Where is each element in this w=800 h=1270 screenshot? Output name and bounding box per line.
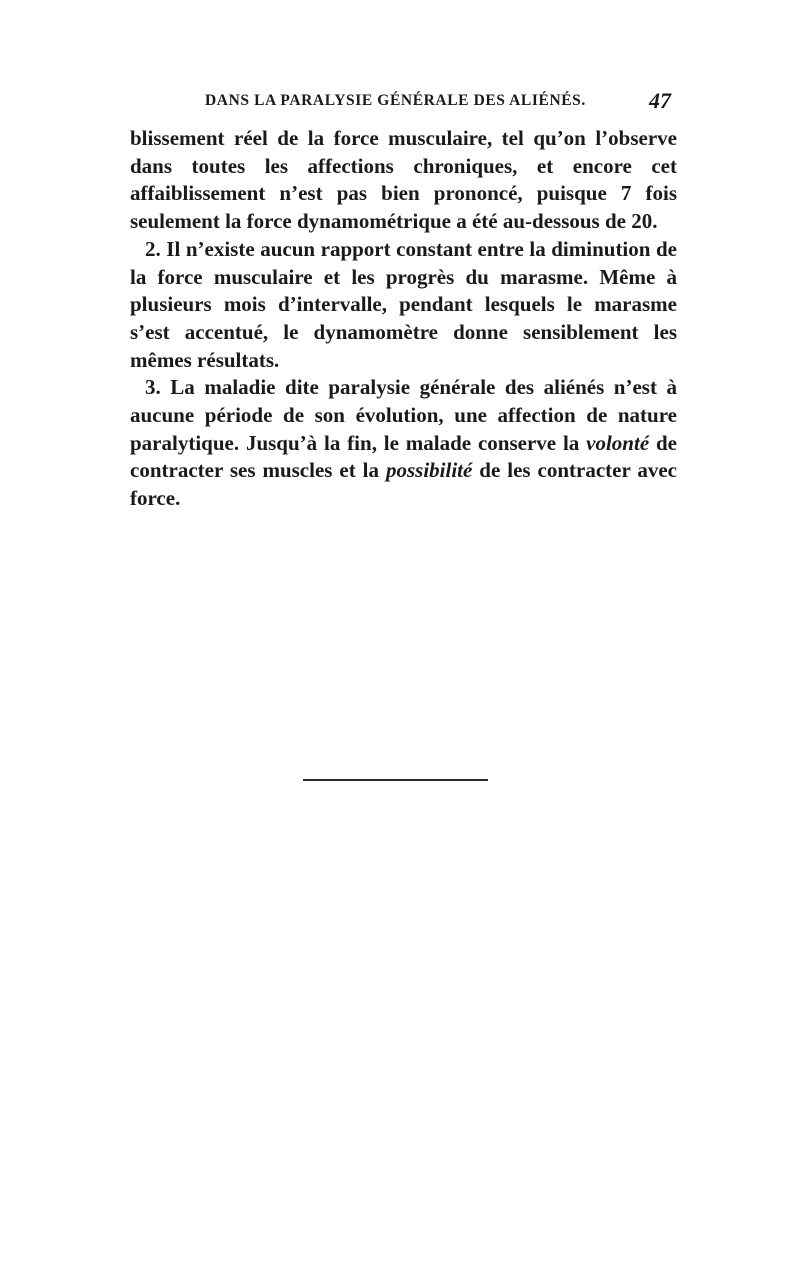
paragraph-3-text-a: 3. La maladie dite paralysie générale des aliénés n’est à aucune période de son évolution, une affection de nature paralytique. Jusqu’à la fin, le malade conserve la (130, 375, 677, 455)
paragraph-3-text-b: de contracter ses muscles et la (130, 430, 678, 483)
running-head (130, 88, 675, 118)
body-text (130, 125, 677, 513)
paragraph-3 (130, 374, 677, 513)
section-end-rule (303, 779, 488, 781)
paragraph-1: blissement réel de la force musculaire, tel qu’on l’observe dans toutes les affections chroniques, et encore cet affaiblissement n’est pas bien prononcé, puisque 7 fois seulement la force dynamométrique a été au-dessous de 20. (130, 126, 677, 234)
page-number: 47 (649, 88, 671, 113)
emphasis-volonte: volonté (586, 430, 650, 455)
paragraph-2: 2. Il n’existe aucun rapport constant entre la diminution de la force musculaire et les progrès du marasme. Même à plusieurs mois d’intervalle, pendant lesquels le marasme s’est accentué, le dynamomètre donne sensiblement les mêmes résultats. (130, 236, 677, 372)
running-title: DANS LA PARALYSIE GÉNÉRALE DES ALIÉNÉS. (205, 92, 586, 109)
paragraph-3-text-c: de les contracter avec force. (130, 458, 678, 511)
emphasis-possibilite: possibilité (385, 458, 473, 483)
